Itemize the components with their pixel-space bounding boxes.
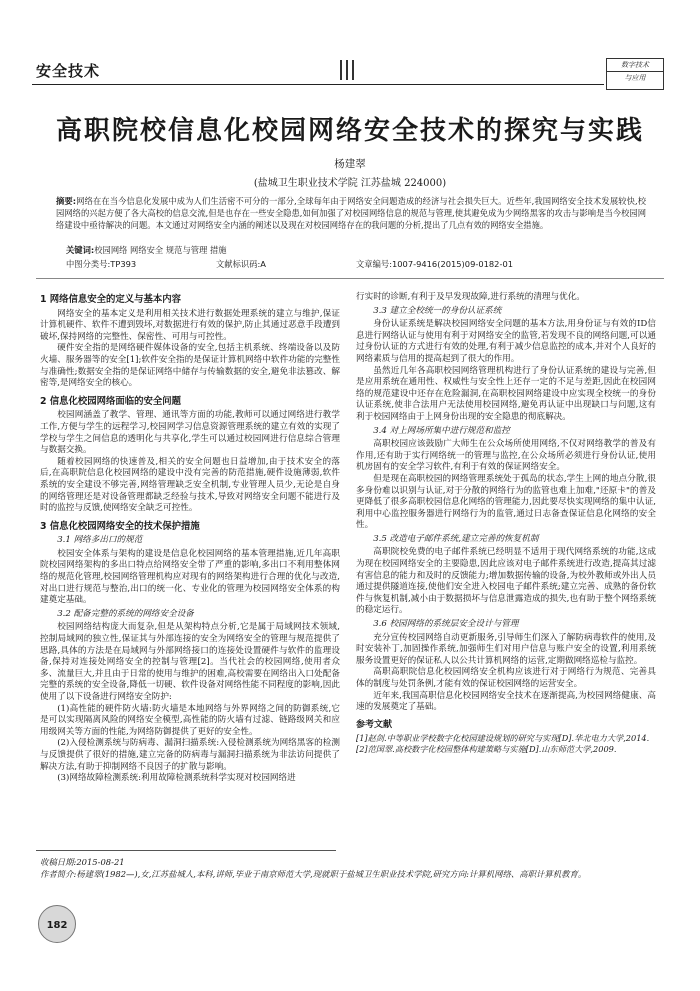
author-bio: 作者简介:杨建翠(1982—),女,江苏盐城人,本科,讲师,毕业于南京师范大学,现就职于盐城卫生职业技术学院,研究方向:计算机网络、高职计算机教育。 [40, 869, 587, 879]
page-number-badge [38, 905, 76, 943]
logo-bottom-text: 与应用 [624, 74, 646, 82]
paragraph: 校园安全体系与架构的建设是信息化校园网络的基本管理措施,近几年高职院校园网络架构的多出口特点给网络安全带了严重的影响,多出口不利用整体网络的规范化管理,校园网络管理机构应对现有的网络架构进行合理的优化与改造,对出口进行规范与整治,出口的统一化、专业化的管理为校园网络安全体系的构建奠定基础。 [40, 548, 340, 606]
keywords-label: 关键词: [66, 245, 95, 255]
paragraph: 高职校园应该鼓励广大师生在公众场所使用网络,不仅对网络教学的普及有作用,还有助于实行网络统一的管理与监控,在公众场所必须进行身份认证,使用机房固有的安全学习软件,有利于有效的保证网络安全。 [356, 439, 656, 473]
journal-logo [606, 58, 664, 90]
doc-code: 文献标识码:A [216, 259, 266, 269]
header-decoration [340, 60, 358, 84]
header-rule [32, 84, 604, 85]
reference-item: [1]赵剑.中等职业学校数字化校园建设规划的研究与实现[D].华北电力大学,2014. [356, 733, 650, 744]
paragraph: 网络安全的基本定义是利用相关技术进行数据处理系统的建立与维护,保证计算机硬件、软件不遭到毁坏,对数据进行有效的保护,防止其通过恶意手段遭到破坏,保持网络的完整性、保密性、可用与可控性。 [40, 308, 340, 342]
references-heading: 参考文献 [356, 719, 393, 730]
section-heading: 2 信息化校园网络面临的安全问题 [40, 395, 182, 407]
paragraph: 硬件安全指的是网络硬件媒体设备的安全,包括主机系统、终端设备以及防火墙、服务器等的安全[1];软件安全指的是保证计算机网络中软件功能的完整性与准确性;数据安全指的是保证网络中储存与传输数据的安全,避免非法篡改、解密等,是网络安全的核心。 [40, 343, 340, 389]
subsection-heading: 3.5 改造电子邮件系统,建立完善的恢复机制 [373, 533, 539, 544]
footnote-rule [36, 850, 336, 851]
keywords-text: 校园网络 网络安全 规范与管理 措施 [94, 245, 227, 255]
subsection-heading: 3.6 校园网络的系统层安全设计与管理 [373, 619, 519, 630]
section-heading: 1 网络信息安全的定义与基本内容 [40, 294, 182, 305]
subsection-heading: 3.3 建立全校统一的身份认证系统 [373, 305, 502, 316]
article-number: 文章编号:1007-9416(2015)09-0182-01 [356, 259, 514, 269]
list-item: (2)入侵检测系统与防病毒、漏洞扫描系统:入侵检测系统为网络黑客的检测与反馈提供了很好的措施,建立完备的防病毒与漏洞扫描系统为非法访问提供了解决方法,有助于抑制网络不良因子的扩散与影响。 [40, 738, 340, 772]
author: 杨建翠 [334, 158, 366, 170]
right-column [356, 292, 656, 755]
affiliation: (盐城卫生职业技术学院 江苏盐城 224000) [253, 178, 447, 189]
list-item: (3)网络故障检测系统:利用故障检测系统科学实现对校园网络进 [57, 773, 296, 784]
footnote [40, 856, 670, 880]
page-number: 182 [46, 920, 68, 931]
abstract-divider [36, 278, 664, 279]
paragraph: 高职院校免费的电子邮件系统已经明显不适用于现代网络系统的功能,这成为现在校园网络安全的主要隐患,因此应该对电子邮件系统进行改造,提高其过滤有害信息的能力和及时的反馈能力;增加数据传输的设备,为校外教师或外出人员通过提供隧道连接,使他们安全进入校园电子邮件系统;建立完善、成熟的备份软件与恢复机制,减小由于数据损坏与信息泄露造成的损失,也有助于整个网络系统的稳定运行。 [356, 547, 656, 616]
logo-top-text: 数字技术 [607, 59, 663, 72]
left-column [40, 288, 340, 785]
clc-number: 中图分类号:TP393 [66, 259, 137, 269]
paragraph: 随着校园网络的快速普及,相关的安全问题也日益增加,由于技术安全的落后,在高职院信息化校园网络的建设中没有完善的防范措施,硬件设施薄弱,软件系统的安全建设不够完善,网络管理缺乏安全机制,专业管理人员少,无论是自身的网络管理还是对设备管理都缺乏经验与技术,导致对网络安全问题不能进行及时的监控与反馈,使网络安全缺乏可控性。 [40, 456, 340, 514]
section-heading: 3 信息化校园网络安全的技术保护措施 [40, 520, 200, 532]
subsection-heading: 3.4 对上网场所集中进行规范和监控 [373, 425, 510, 436]
paragraph: 近年来,我国高职信息化校园网络安全技术在逐渐提高,为校园网络健康、高速的发展奠定了基础。 [356, 690, 656, 713]
paragraph: 校园网涵盖了教学、管理、通讯等方面的功能,教师可以通过网络进行教学工作,方便与学生的远程学习,校园网学习信息资源管理系统的建立有效的实现了学校与学生之间信息的透明化与共享化,学生可以通过校园网进行信息综合管理与数据交换。 [40, 410, 340, 456]
paper-title: 高职院校信息化校园网络安全技术的探究与实践 [55, 116, 644, 146]
subsection-heading: 3.2 配备完整的系统的网络安全设备 [57, 608, 194, 619]
abstract-text: 网络在在当今信息化发展中成为人们生活密不可分的一部分,全球每年由于网络安全问题造成的经济与社会损失巨大。近些年,我国网络安全技术发展较快,校园网络的兴起方便了各大高校的信息交流,但是也存在一些安全隐患,如何加强了对校园网络信息的规范与管理,使其避免成为少网络黑客的攻击与影响是当今校园网络建设中亟待解决的问题。本文通过对网络安全内涵的阐述以及现在对校园网络存在的我问题的分析,提出了几点有效的网络安全措施。 [56, 196, 646, 230]
subsection-heading: 3.1 网络多出口的规范 [57, 535, 143, 546]
paragraph: 行实时的诊断,有利于及早发现故障,进行系统的清理与优化。 [356, 292, 585, 302]
paragraph: 高职高职院信息化校园网络安全机构应该进行对于网络行为规范、完善具体的制度与处罚条例,才能有效的保证校园网络的运营安全。 [356, 667, 656, 689]
abstract-label: 摘要: [56, 196, 77, 206]
paragraph: 虽然近几年各高职校园网络管理机构进行了身份认证系统的建设与完善,但是应用系统在通用性、权威性与安全性上还存一定的不足与差距,因此在校园网络的规范建设中还存在危险漏洞,在高职校园网络建设中应实现全校统一的身份认证系统,使非合法用户无法使用校园网络,避免再认证中出现缺口与问题,这有利于校园网络由于上网身份出现的安全隐患的彻底解决。 [356, 365, 656, 422]
paragraph: 但是现在高职校园的网络管理系统处于孤岛的状态,学生上网的地点分散,很多身份难以识别与认证,对于分散的网络行为的监管也难上加难,"还原卡"的普及更降低了很多高职校园信息化网络的管理能力,因此要尽快实现网络的集中认证,利用中心监控服务器进行网络行为的监管,通过日志备查保证信息化网络的安全性。 [356, 473, 656, 531]
section-label: 安全技术 [36, 62, 101, 80]
list-item: (1)高性能的硬件防火墙:防火墙是本地网络与外界网络之间的防御系统,它是可以实现隔离风险的网络安全模型,高性能的防火墙有过滤、链路级网关和应用级网关等方面的性能,为网络防御提供了更好的安全性。 [40, 703, 340, 737]
received-date: 收稿日期:2015-08-21 [40, 857, 125, 867]
keywords [66, 244, 646, 256]
paragraph: 校园网络结构庞大而复杂,但是从架构特点分析,它是属于局域网技术领域,控制局域网的独立性,保证其与外部连接的安全为网络安全的管理与规范提供了思路,具体的方法是在局域网与外部网络接口的连接处设置硬件与软件的监理设备,保持对连接处网络安全的控制与管理[2]。当代社会的校园网络,使用者众多、流量巨大,并且由于日常的使用与维护的困难,高校需要在网络出入口处配备完整的系统的安全设备,降低一切硬、软件设备对网络性能不同程度的影响,因此使用了以下设备进行网络安全防护: [40, 622, 340, 702]
abstract [56, 195, 646, 231]
paragraph: 身份认证系统是解决校园网络安全问题的基本方法,用身份证与有效的ID信息进行网络认证与使用有利于对网络安全的监管,若发现不良的网络问题,可以通过身份认证的方式进行有效的处理,有利于减少信息监控的成本,并对个人良好的网络素质与信用的提高起到了很大的作用。 [356, 319, 656, 364]
paragraph: 充分宣传校园网络自动更新服务,引导师生们深入了解防病毒软件的使用,及时安装补丁,加固操作系统,加强师生们对用户信息与账户安全的设置,利用系统服务设置更好的保证私人以公共计算机网络的运营,定期做网络巡检与监控。 [356, 632, 656, 666]
reference-item: [2]范国翠.高校数字化校园整体构建策略与实施[D].山东师范大学,2009. [356, 744, 617, 755]
